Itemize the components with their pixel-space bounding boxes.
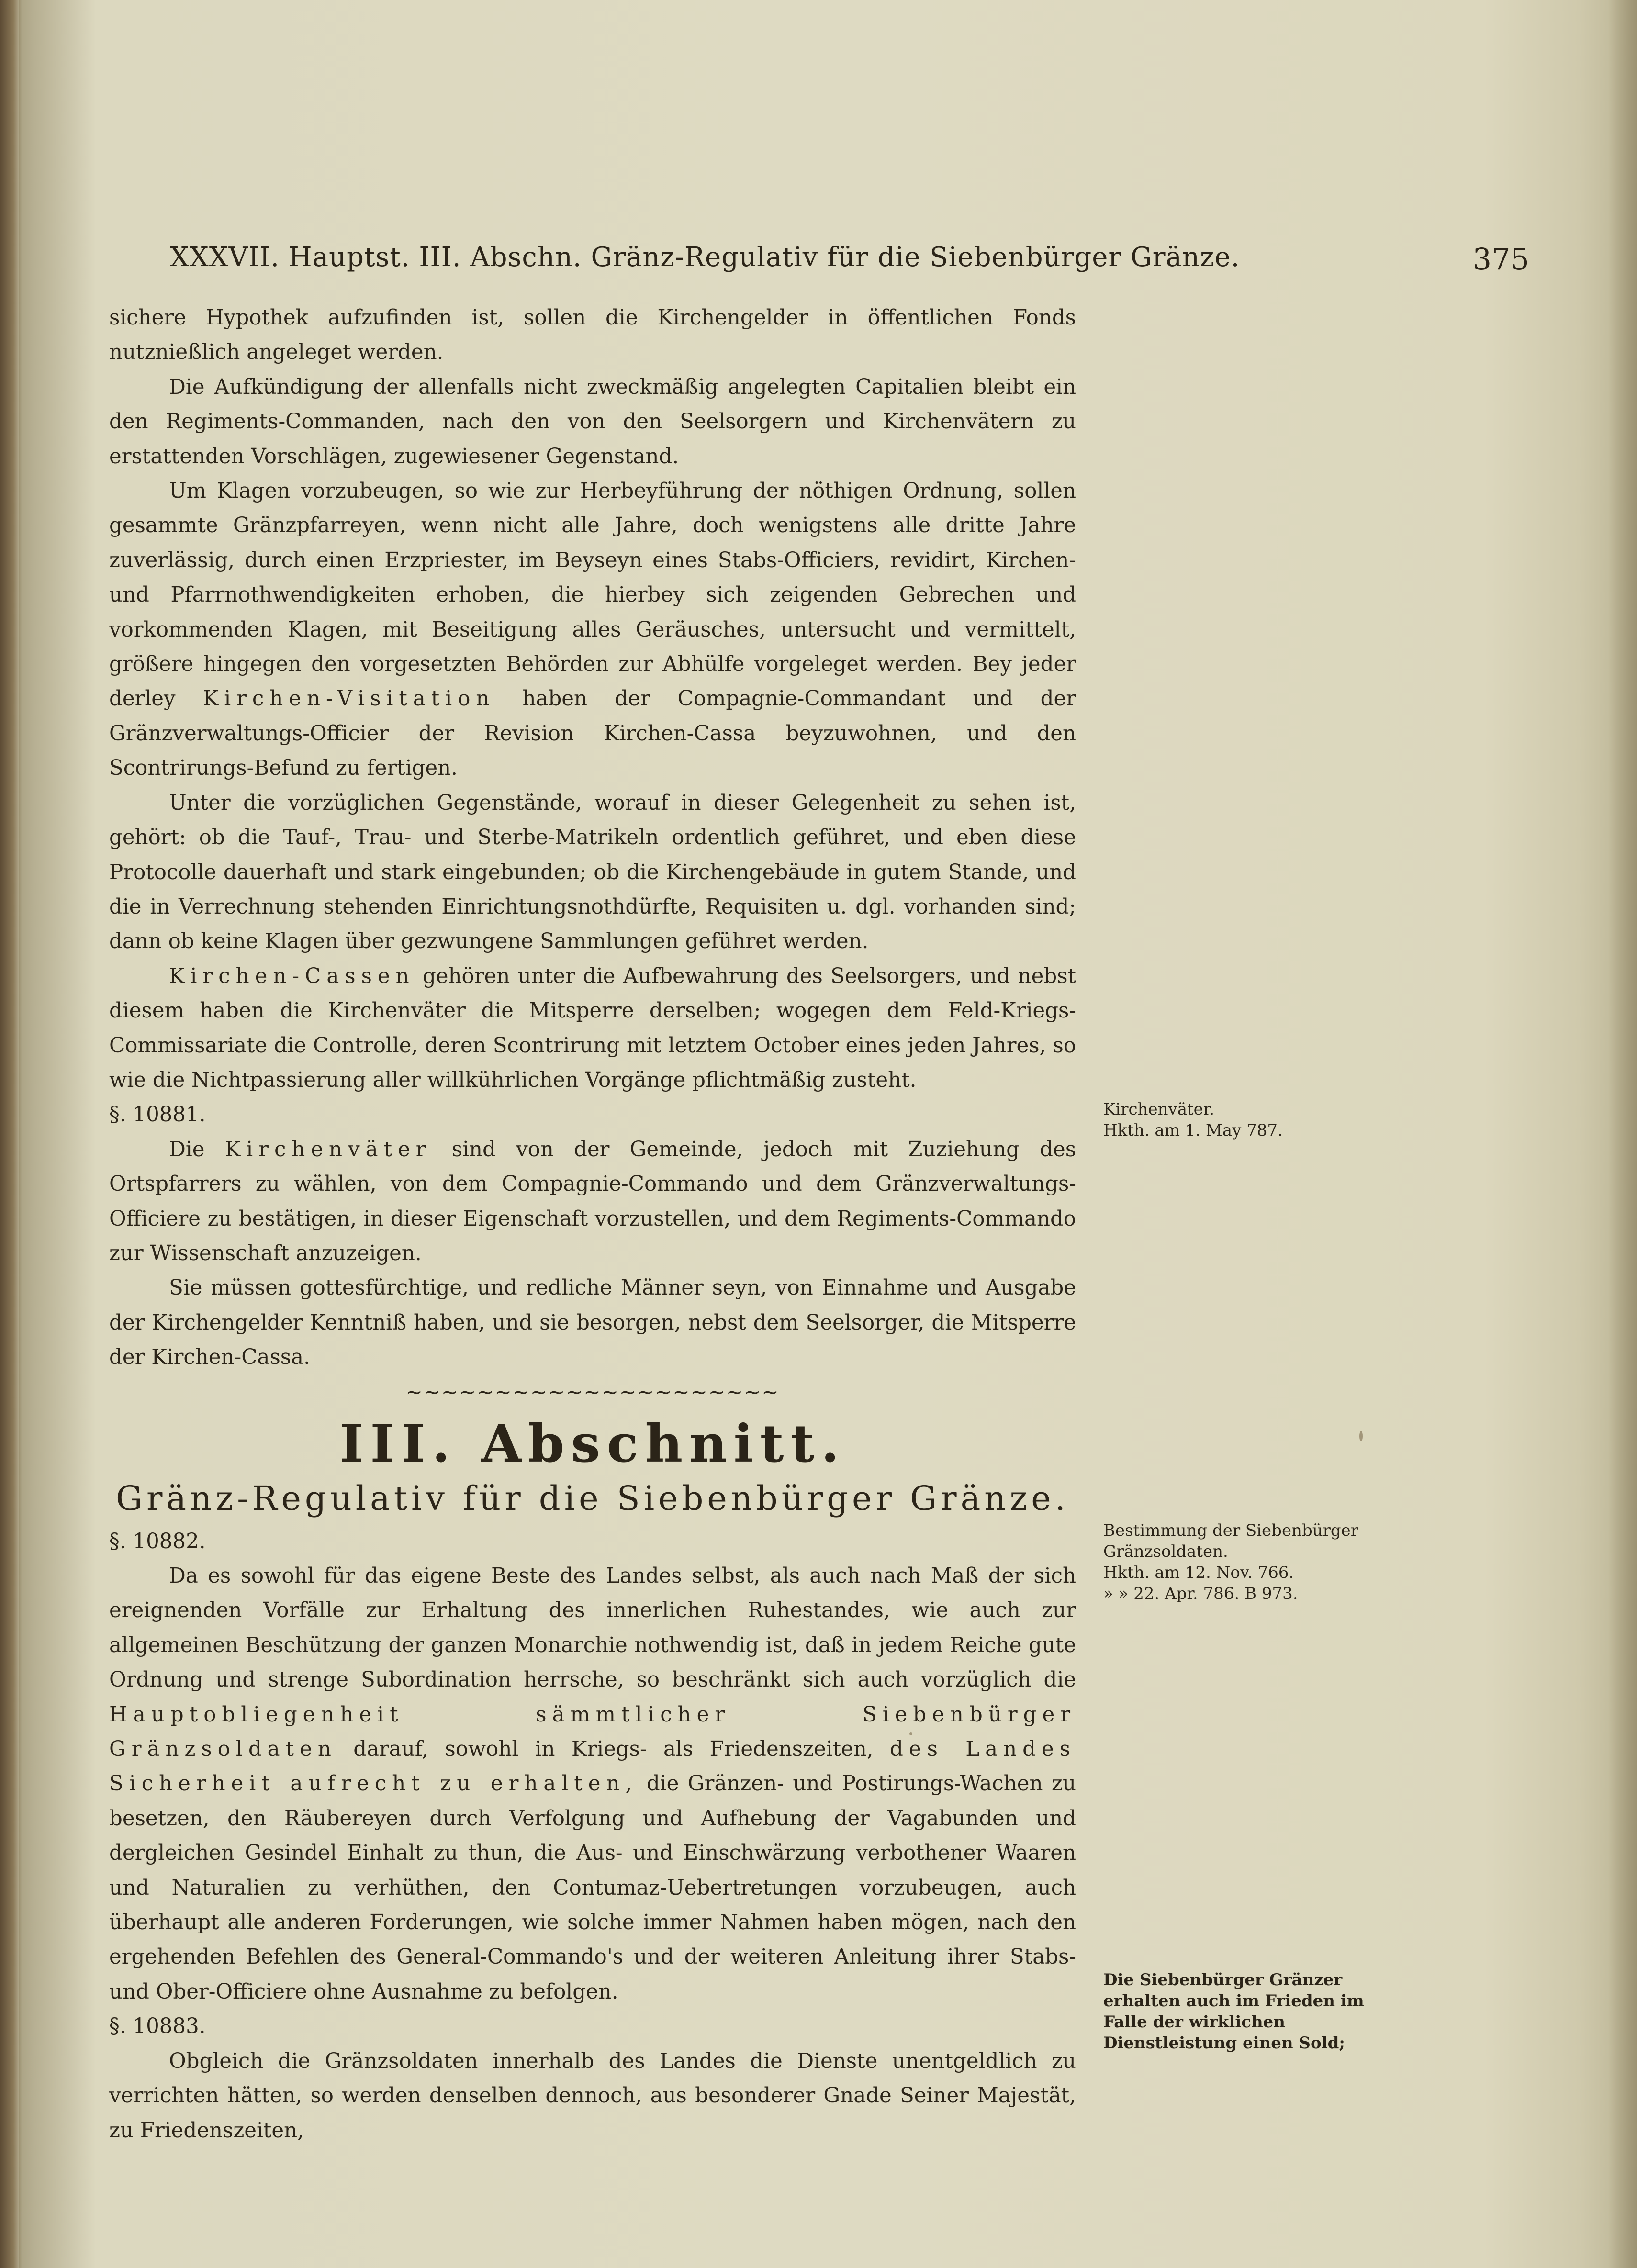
page-header: [170, 242, 1529, 285]
margin-note-bestimmung: [1103, 1520, 1371, 1604]
margin-note-kirchenvaeter: [1103, 1099, 1371, 1141]
text-run: gehören unter die Aufbewahrung des Seelsorgers, und nebst diesem haben die Kirchenväter die Mitsperre derselben; wogegen dem Feld-Kriegs-Commissariate die Controlle, deren Scontrirung mit letztem October eines jeden Jahres, so wie die Nichtpassierung aller willkührlichen Vorgänge pflichtmäßig zusteht.: [109, 964, 1076, 1092]
text-run: Um Klagen vorzubeugen, so wie zur Herbeyführung der nöthigen Ordnung, sollen gesammte Gränzpfarreyen, wenn nicht alle Jahre, doch wenigstens alle dritte Jahre zuverlässig, durch einen Erzpriester, im Beyseyn eines Stabs-Officiers, revidirt, Kirchen- und Pfarrnothwendigkeiten erhoben, die hierbey sich zeigenden Gebrechen und vorkommenden Klagen, mit Beseitigung alles Geräusches, untersucht und vermittelt, größere hingegen den vorgesetzten Behörden zur Abhülfe vorgeleget werden. Bey jeder derley: [109, 479, 1076, 711]
paragraph: Obgleich die Gränzsoldaten innerhalb des Landes die Dienste unentgeldlich zu verrichten hätten, so werden denselben dennoch, aus besonderer Gnade Seiner Majestät, zu Friedenszeiten,: [109, 2049, 1076, 2143]
paragraph: Sie müssen gottesfürchtige, und redliche Männer seyn, von Einnahme und Ausgabe der Kirchengelder Kenntniß haben, und sie besorgen, nebst dem Seelsorger, die Mitsperre der Kirchen-Cassa.: [109, 1276, 1076, 1370]
page-stain: [19, 0, 96, 2268]
margin-note-title: Kirchenväter.: [1103, 1100, 1215, 1119]
margin-note-reference: Hkth. am 12. Nov. 766.: [1103, 1563, 1294, 1582]
section-title: III. Abschnitt.: [339, 1413, 846, 1474]
paragraph: sichere Hypothek aufzufinden ist, sollen die Kirchengelder in öffentlichen Fonds nutznießlich angeleget werden.: [109, 306, 1076, 365]
text-run: die Gränzen- und Postirungs-Wachen zu besetzen, den Räubereyen durch Verfolgung und Aufhebung der Vagabunden und dergleichen Gesindel Einhalt zu thun, die Aus- und Einschwärzung verbothener Waaren und Naturalien zu verhüthen, den Contumaz-Uebertretungen vorzubeugen, auch überhaupt alle anderen Forderungen, wie solche immer Nahmen haben mögen, nach den ergehenden Befehlen des General-Commando's und der weiteren Anleitung ihrer Stabs- und Ober-Officiere ohne Ausnahme zu befolgen.: [109, 1772, 1076, 2004]
margin-note-reference: » » 22. Apr. 786. B 973.: [1103, 1584, 1298, 1603]
spaced-term: Kirchen-Visitation: [202, 687, 495, 711]
paragraph: [109, 1559, 1076, 2009]
paragraph: Die Aufkündigung der allenfalls nicht zweckmäßig angelegten Capitalien bleibt ein den Regiments-Commanden, nach den von den Seelsorgern und Kirchenvätern zu erstattenden Vorschlägen, zugewiesener Gegenstand.: [109, 375, 1076, 469]
paragraph: [109, 1132, 1076, 1271]
paragraph: [109, 474, 1076, 786]
main-text: [109, 301, 1076, 2148]
text-run: Da es sowohl für das eigene Beste des Landes selbst, als auch nach Maß der sich ereignenden Vorfälle zur Erhaltung des innerlichen Ruhestandes, wie auch zur allgemeinen Beschützung der ganzen Monarchie nothwendig ist, daß in jedem Reiche gute Ordnung und strenge Subordination herrsche, so beschränkt sich auch vorzüglich die: [109, 1564, 1076, 1692]
margin-note-sold: Die Siebenbürger Gränzer erhalten auch im Frieden im Falle der wirklichen Dienstleistung einen Sold;: [1103, 1970, 1364, 2053]
text-run: sind von der Gemeinde, jedoch mit Zuziehung des Ortspfarrers zu wählen, von dem Compagnie-Commando und dem Gränzverwaltungs-Officiere zu bestätigen, in dieser Eigenschaft vorzustellen, und dem Regiments-Commando zur Wissenschaft anzuzeigen.: [109, 1137, 1076, 1265]
spaced-term: des Landes Sicherheit aufrecht zu erhalten,: [109, 1737, 1076, 1796]
section-number: §. 10882.: [109, 1529, 206, 1553]
text-run: darauf, sowohl in Kriegs- als Friedenszeiten,: [353, 1737, 874, 1762]
running-head: XXXVII. Hauptst. III. Abschn. Gränz-Regulativ für die Siebenbürger Gränze.: [170, 242, 1240, 273]
spaced-term: Hauptobliegenheit sämmtlicher Siebenbürger Gränzsoldaten: [109, 1702, 1076, 1762]
page-number: 375: [1472, 242, 1529, 277]
text-run: Die: [169, 1137, 205, 1162]
spaced-term: Kirchen-Cassen: [169, 964, 415, 988]
paper-speck: [909, 1732, 912, 1735]
text-run: haben der Compagnie-Commandant und der Gränzverwaltungs-Officier der Revision Kirchen-Cassa beyzuwohnen, und den Scontrirungs-Befund zu fertigen.: [109, 687, 1076, 781]
page-edge: [1608, 0, 1637, 2268]
section-number: §. 10883.: [109, 2014, 206, 2039]
paper-speck: [1359, 1431, 1363, 1441]
paragraph: [109, 959, 1076, 1098]
margin-note-title: Bestimmung der Siebenbürger Gränzsoldaten.: [1103, 1521, 1359, 1561]
section-subtitle: Gränz-Regulativ für die Siebenbürger Gränze.: [116, 1478, 1069, 1518]
section-number: §. 10881.: [109, 1103, 206, 1127]
paragraph: Unter die vorzüglichen Gegenstände, worauf in dieser Gelegenheit zu sehen ist, gehört: ob die Tauf-, Trau- und Sterbe-Matrikeln ordentlich geführet, und eben diese Protocolle dauerhaft und stark eingebunden; ob die Kirchengebäude in gutem Stande, und die in Verrechnung stehenden Einrichtungsnothdürfte, Requisiten u. dgl. vorhanden sind; dann ob keine Klagen über gezwungene Sammlungen geführet werden.: [109, 791, 1076, 954]
ornamental-rule: ~~~~~~~~~~~~~~~~~~~~~: [405, 1380, 780, 1404]
margin-note-reference: Hkth. am 1. May 787.: [1103, 1121, 1283, 1140]
spaced-term: Kirchenväter: [224, 1137, 432, 1162]
